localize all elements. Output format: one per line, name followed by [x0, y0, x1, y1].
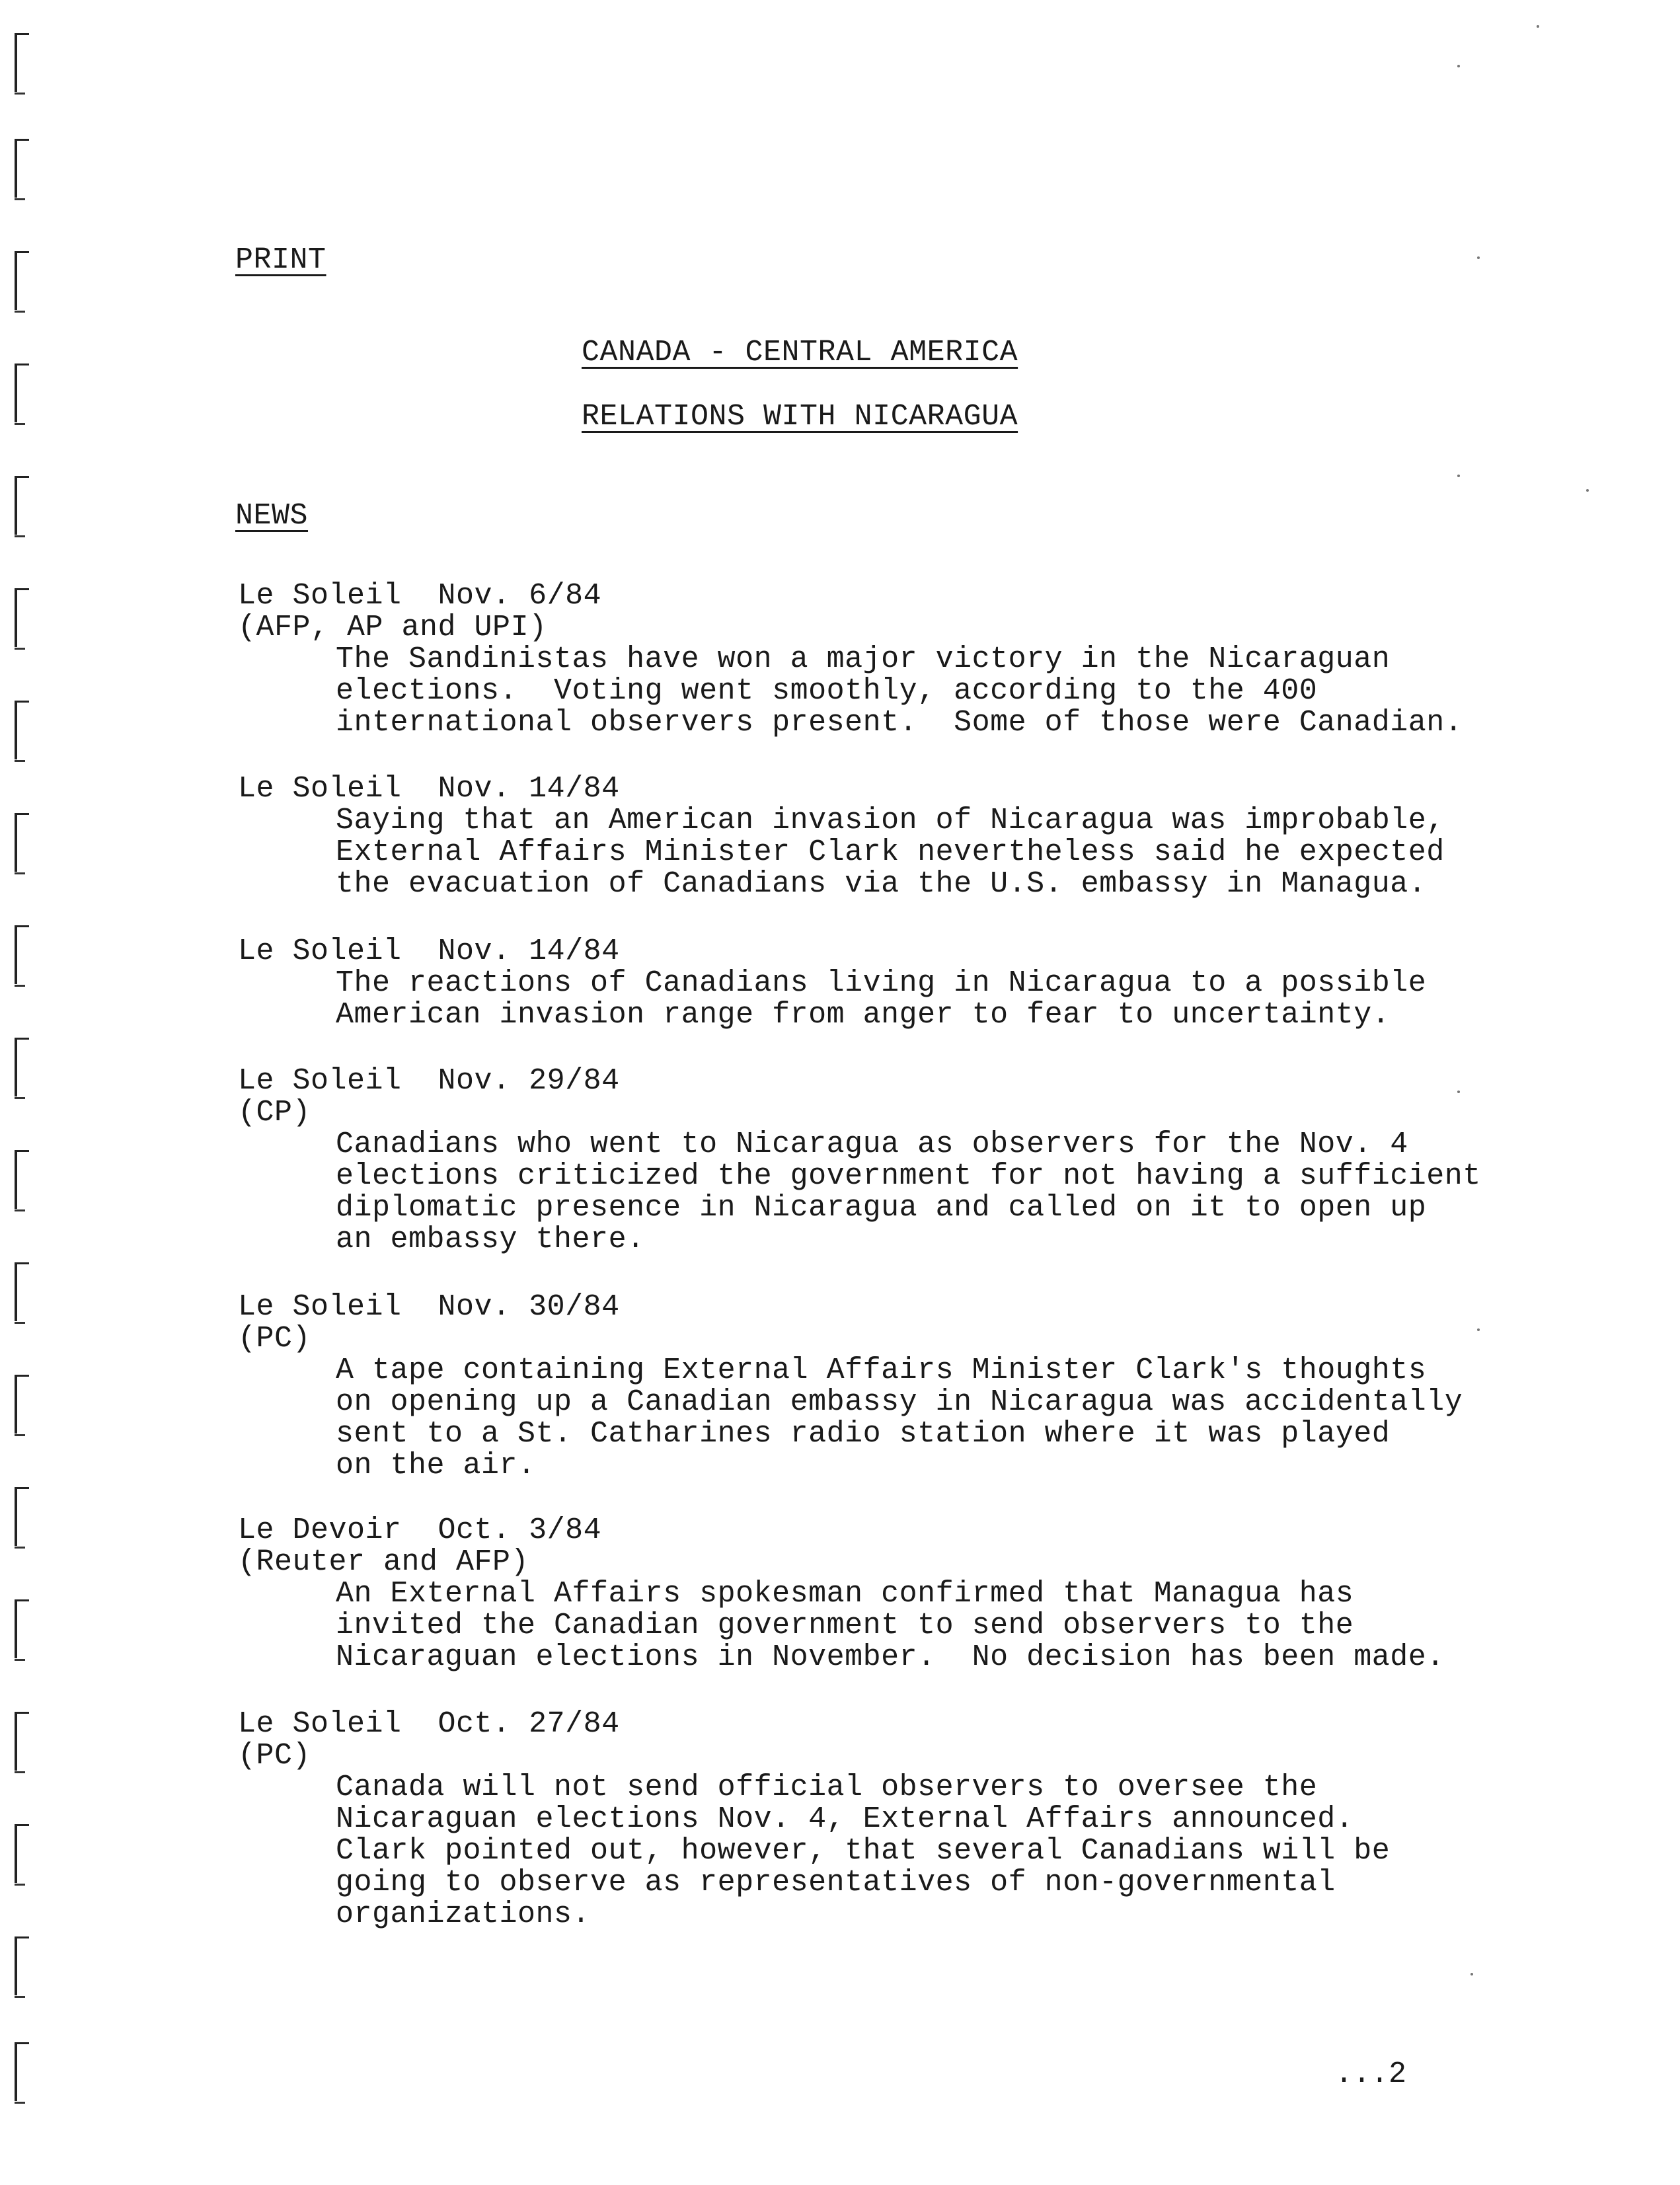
entry-body-line: elections criticized the government for not having a sufficient: [336, 1159, 1481, 1193]
entry-source: Le Soleil Nov. 14/84: [238, 935, 620, 968]
entry-body-line: Nicaraguan elections Nov. 4, External Affairs announced.: [336, 1802, 1354, 1836]
entry-body-line: A tape containing External Affairs Minister Clark's thoughts: [336, 1354, 1427, 1387]
entry-body-line: the evacuation of Canadians via the U.S. embassy in Managua.: [336, 867, 1427, 901]
entry-agency: (AFP, AP and UPI): [238, 611, 547, 644]
entry-agency: (PC): [238, 1739, 311, 1773]
entry-source: Le Soleil Nov. 14/84: [238, 772, 620, 806]
entry-body-line: American invasion range from anger to fear to uncertainty.: [336, 998, 1391, 1032]
news-entry: [238, 1065, 1560, 1256]
entry-body-line: elections. Voting went smoothly, according to the 400: [336, 674, 1318, 708]
entry-body-line: Canada will not send official observers to oversee the: [336, 1771, 1318, 1804]
entry-body-line: The reactions of Canadians living in Nicaragua to a possible: [336, 966, 1427, 1000]
news-entry: [238, 773, 1560, 900]
entry-source: Le Devoir Oct. 3/84: [238, 1514, 602, 1547]
entry-body-line: invited the Canadian government to send observers to the: [336, 1609, 1354, 1642]
news-entry: [238, 1291, 1560, 1482]
entry-body-line: Saying that an American invasion of Nicaragua was improbable,: [336, 804, 1445, 837]
entry-body-line: sent to a St. Catharines radio station where it was played: [336, 1417, 1391, 1451]
news-entry: [238, 580, 1560, 739]
entry-agency: (PC): [238, 1322, 311, 1356]
title-line-1: CANADA - CENTRAL AMERICA: [582, 336, 1018, 369]
entry-body-line: Nicaraguan elections in November. No decision has been made.: [336, 1640, 1445, 1674]
entry-body-line: on the air.: [336, 1449, 536, 1482]
entry-source: Le Soleil Nov. 30/84: [238, 1290, 620, 1324]
binder-margin-marks: [15, 26, 41, 2089]
entry-agency: (Reuter and AFP): [238, 1545, 529, 1579]
section-print-label: PRINT: [235, 243, 326, 277]
news-entry: [238, 1515, 1560, 1673]
entry-source: Le Soleil Oct. 27/84: [238, 1707, 620, 1741]
entry-body-line: An External Affairs spokesman confirmed that Managua has: [336, 1577, 1354, 1611]
page-continuation-marker: ...2: [1335, 2057, 1407, 2091]
section-news-label: NEWS: [235, 499, 309, 533]
entry-source: Le Soleil Nov. 6/84: [238, 579, 602, 613]
title-line-2: RELATIONS WITH NICARAGUA: [582, 400, 1018, 434]
entry-body-line: organizations.: [336, 1898, 591, 1931]
entry-body-line: going to observe as representatives of non-governmental: [336, 1866, 1336, 1899]
entry-body-line: Canadians who went to Nicaragua as observers for the Nov. 4: [336, 1128, 1408, 1161]
entry-body-line: on opening up a Canadian embassy in Nicaragua was accidentally: [336, 1385, 1463, 1419]
entry-body-line: Clark pointed out, however, that several Canadians will be: [336, 1834, 1391, 1868]
news-entry: [238, 1708, 1560, 1931]
entry-body-line: External Affairs Minister Clark nevertheless said he expected: [336, 835, 1445, 869]
entry-agency: (CP): [238, 1096, 311, 1130]
news-entry: [238, 936, 1560, 1031]
entry-body-line: diplomatic presence in Nicaragua and called on it to open up: [336, 1191, 1427, 1225]
entry-source: Le Soleil Nov. 29/84: [238, 1064, 620, 1098]
entry-body-line: The Sandinistas have won a major victory in the Nicaraguan: [336, 642, 1391, 676]
entry-body-line: an embassy there.: [336, 1223, 645, 1256]
entry-body-line: international observers present. Some of those were Canadian.: [336, 706, 1463, 740]
